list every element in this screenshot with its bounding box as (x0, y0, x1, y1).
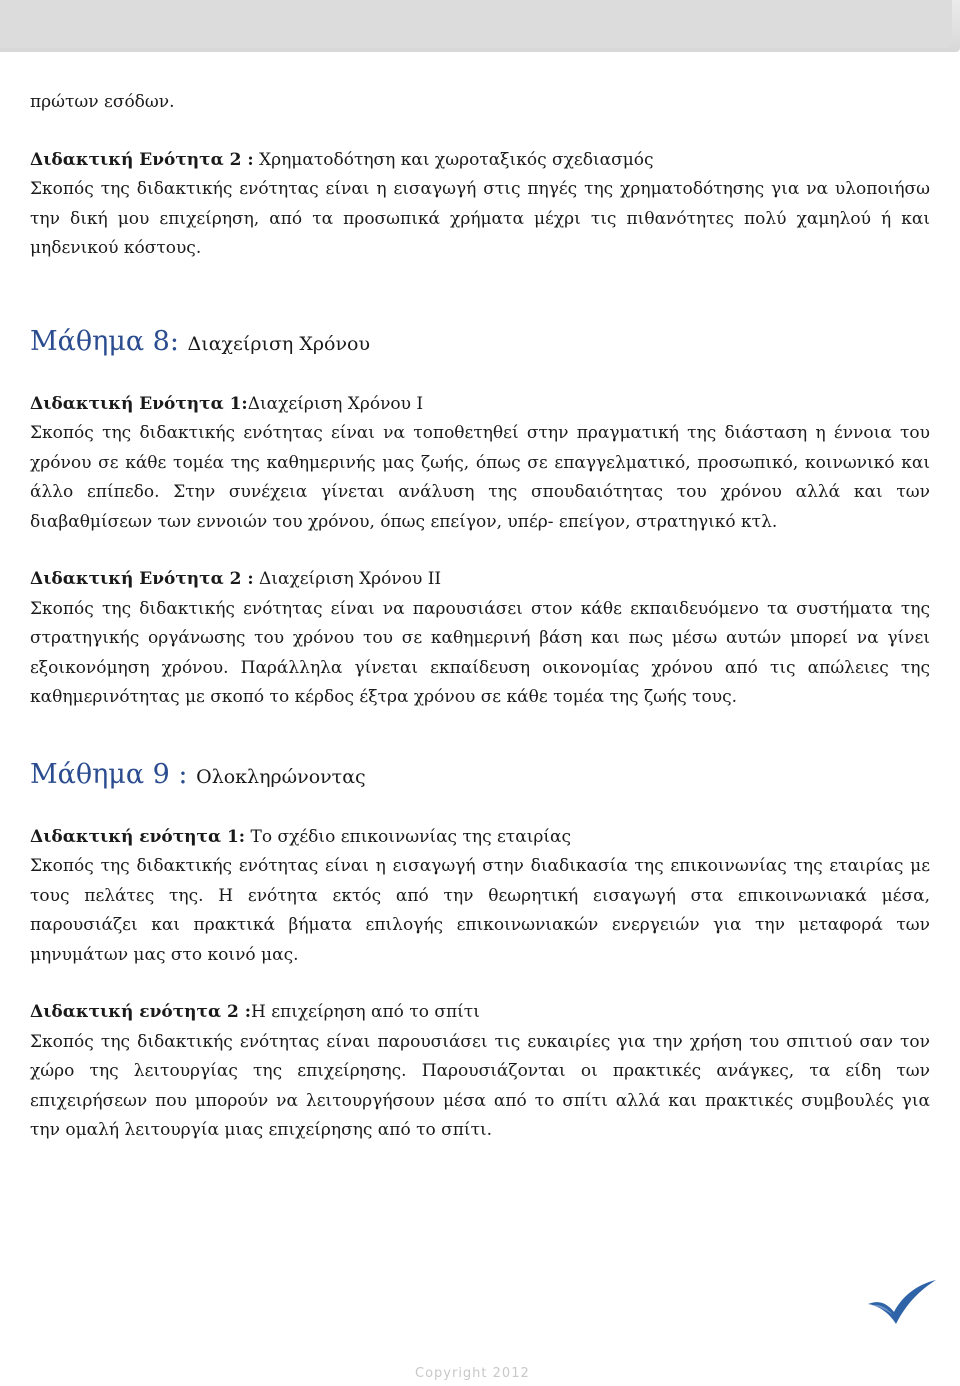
footer-copyright: Copyright 2012 (415, 1366, 530, 1381)
header-bar (0, 0, 960, 52)
header-bar-inner (0, 0, 952, 48)
unit-label: Διδακτική Ενότητα 2 : (30, 149, 254, 170)
unit-description: Σκοπός της διδακτικής ενότητας είναι η εισαγωγή στις πηγές της χρηματοδότησης για να υλοποιήσω την δική μου επιχείρηση, από τα προσωπικά χρήματα μέχρι τις πιθανότητες πολύ χαμηλού ή και μηδενικού κόστους. (30, 179, 930, 258)
lesson-subtitle: Ολοκληρώνοντας (196, 765, 366, 788)
page-content (30, 88, 930, 1146)
unit-label: Διδακτική Ενότητα 2 : (30, 569, 254, 589)
unit-heading (30, 146, 930, 176)
intro-tail: πρώτων εσόδων. (30, 92, 175, 112)
unit-label: Διδακτική ενότητα 2 : (30, 1002, 251, 1022)
unit-title: Το σχέδιο επικοινωνίας της εταιρίας (245, 826, 572, 847)
lesson-8-title (30, 324, 930, 362)
checkmark-logo-icon (866, 1278, 938, 1328)
lesson-label: Μάθημα 8: (30, 325, 188, 357)
unit-label: Διδακτική Ενότητα 1: (30, 393, 248, 414)
lesson-subtitle: Διαχείριση Χρόνου (187, 332, 371, 355)
lesson-label: Μάθημα 9 : (30, 758, 197, 790)
unit-description: Σκοπός της διδακτικής ενότητας είναι παρουσιάσει τις ευκαιρίες για την χρήση του σπιτιού σαν τον χώρο της λειτουργίας της επιχείρησης. Παρουσιάζονται οι πρακτικές ανάγκες, τα είδη των επιχειρήσεων που μπορούν να λειτουργήσουν μέσα από το σπίτι αλλά και πρακτικές συμβουλές για την ομαλή λειτουργία μιας επιχείρησης από το σπίτι. (30, 1031, 930, 1140)
unit-title: Διαχείριση Χρόνου ΙΙ (253, 569, 442, 589)
unit-heading (30, 390, 930, 420)
unit-heading (30, 565, 930, 595)
lesson-9-title (30, 757, 930, 795)
unit-heading (30, 998, 930, 1028)
unit-title: Χρηματοδότηση και χωροταξικός σχεδιασμός (253, 149, 654, 170)
unit-description: Σκοπός της διδακτικής ενότητας είναι να παρουσιάσει στον κάθε εκπαιδευόμενο τα συστήματα της στρατηγικής οργάνωσης του χρόνου του σε καθημερινή βάση και πως μέσω αυτών μπορεί να γίνει εξοικονόμηση χρόνου. Παράλληλα γίνεται εκπαίδευση οικονομίας χρόνου από τις απώλειες της καθημερινότητας με σκοπό το κέρδος έξτρα χρόνου σε κάθε τομέα της ζωής τους. (30, 598, 930, 707)
unit-heading (30, 823, 930, 853)
unit-title: Διαχείριση Χρόνου Ι (247, 393, 424, 414)
unit-title: Η επιχείρηση από το σπίτι (251, 1002, 480, 1022)
unit-description: Σκοπός της διδακτικής ενότητας είναι η εισαγωγή στην διαδικασία της επικοινωνίας της εταιρίας με τους πελάτες της. Η ενότητα εκτός από την θεωρητική εισαγωγή στα επικοινωνιακά μέσα, παρουσιάζει και πρακτικά βήματα επιλογής επικοινωνιακών ενεργειών για την μεταφορά των μηνυμάτων μας στο κοινό μας. (30, 856, 930, 965)
unit-label: Διδακτική ενότητα 1: (30, 826, 246, 847)
unit-description: Σκοπός της διδακτικής ενότητας είναι να τοποθετηθεί στην πραγματική της διάσταση η έννοια του χρόνου σε κάθε τομέα της καθημερινής μας ζωής, όπως σε επαγγελματικό, προσωπικό, κοινωνικό και άλλο επίπεδο. Στην συνέχεια γίνεται ανάλυση της σπουδαιότητας του χρόνου αλλά και των διαβαθμίσεων των εννοιών του χρόνου, όπως επείγον, υπέρ- επείγον, στρατηγικό κτλ. (30, 423, 930, 532)
